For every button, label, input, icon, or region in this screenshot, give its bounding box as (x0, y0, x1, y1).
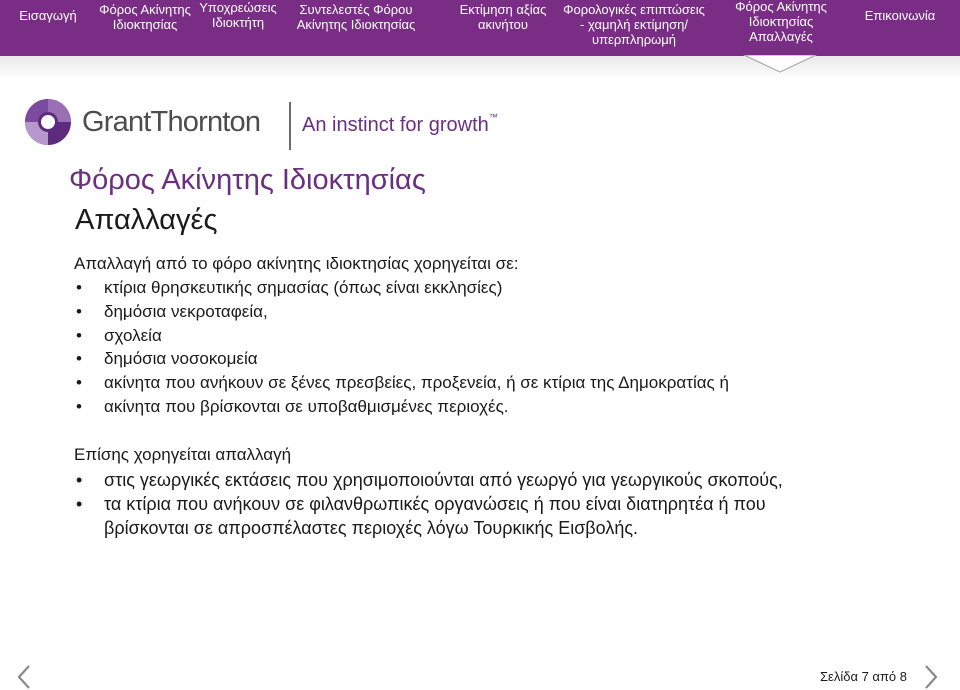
bullet: • (76, 373, 82, 392)
list-item: κτίρια θρησκευτικής σημασίας (όπως είναι εκκλησίες) (104, 278, 503, 297)
list-item: στις γεωργικές εκτάσεις που χρησιμοποιούνται από γεωργό για γεωργικούς σκοπούς, (104, 470, 783, 490)
nav-item-property-tax[interactable]: Φόρος Ακίνητης Ιδιοκτησίας (99, 2, 191, 32)
slide-subtitle: Απαλλαγές (75, 204, 218, 236)
nav-item-tax-rates[interactable]: Συντελεστές Φόρου Ακίνητης Ιδιοκτησίας (296, 2, 416, 32)
nav-item-intro[interactable]: Εισαγωγή (19, 8, 77, 23)
bullet: • (76, 494, 83, 514)
nav-item-valuation[interactable]: Εκτίμηση αξίας ακινήτου (459, 2, 547, 32)
list-item-continued: βρίσκονται σε απροσπέλαστες περιοχές λόγω Τουρκικής Εισβολής. (104, 518, 639, 538)
intro-text-2: Επίσης χορηγείται απαλλαγή (74, 445, 292, 464)
chevron-right-icon[interactable] (921, 664, 941, 690)
bullet: • (76, 302, 82, 321)
intro-text: Απαλλαγή από το φόρο ακίνητης ιδιοκτησίας χορηγείται σε: (74, 254, 519, 273)
list-item: ακίνητα που βρίσκονται σε υποβαθμισμένες περιοχές. (104, 397, 509, 416)
bullet: • (76, 349, 82, 368)
list-item: δημόσια νεκροταφεία, (104, 302, 268, 321)
top-nav (0, 0, 960, 57)
chevron-left-icon[interactable] (14, 664, 34, 690)
logo-divider (289, 102, 291, 150)
bullet: • (76, 278, 82, 297)
brand-tagline: An instinct for growth™ (302, 112, 498, 136)
nav-item-tax-implications[interactable]: Φορολογικές επιπτώσεις - χαμηλή εκτίμηση/υπερπληρωμή (563, 2, 705, 47)
list-item: δημόσια νοσοκομεία (104, 349, 258, 368)
bullet: • (76, 470, 83, 490)
nav-item-owner-obligations[interactable]: Υποχρεώσεις Ιδιοκτήτη (199, 0, 277, 30)
slide-title: Φόρος Ακίνητης Ιδιοκτησίας (69, 164, 426, 196)
nav-item-exemptions[interactable]: Φόρος Ακίνητης Ιδιοκτησίας Απαλλαγές (735, 0, 827, 44)
bullet: • (76, 326, 82, 345)
list-item: ακίνητα που ανήκουν σε ξένες πρεσβείες, προξενεία, ή σε κτίρια της Δημοκρατίας ή (104, 373, 729, 392)
brand-name: GrantThornton (82, 106, 261, 138)
nav-item-contact[interactable]: Επικοινωνία (864, 8, 936, 23)
list-item: σχολεία (104, 326, 162, 345)
grant-thornton-logo-icon (23, 97, 73, 147)
bullet: • (76, 397, 82, 416)
list-item: τα κτίρια που ανήκουν σε φιλανθρωπικές οργανώσεις ή που είναι διατηρητέα ή που (104, 494, 766, 514)
page-indicator: Σελίδα 7 από 8 (820, 669, 907, 684)
active-tab-indicator (740, 55, 820, 77)
